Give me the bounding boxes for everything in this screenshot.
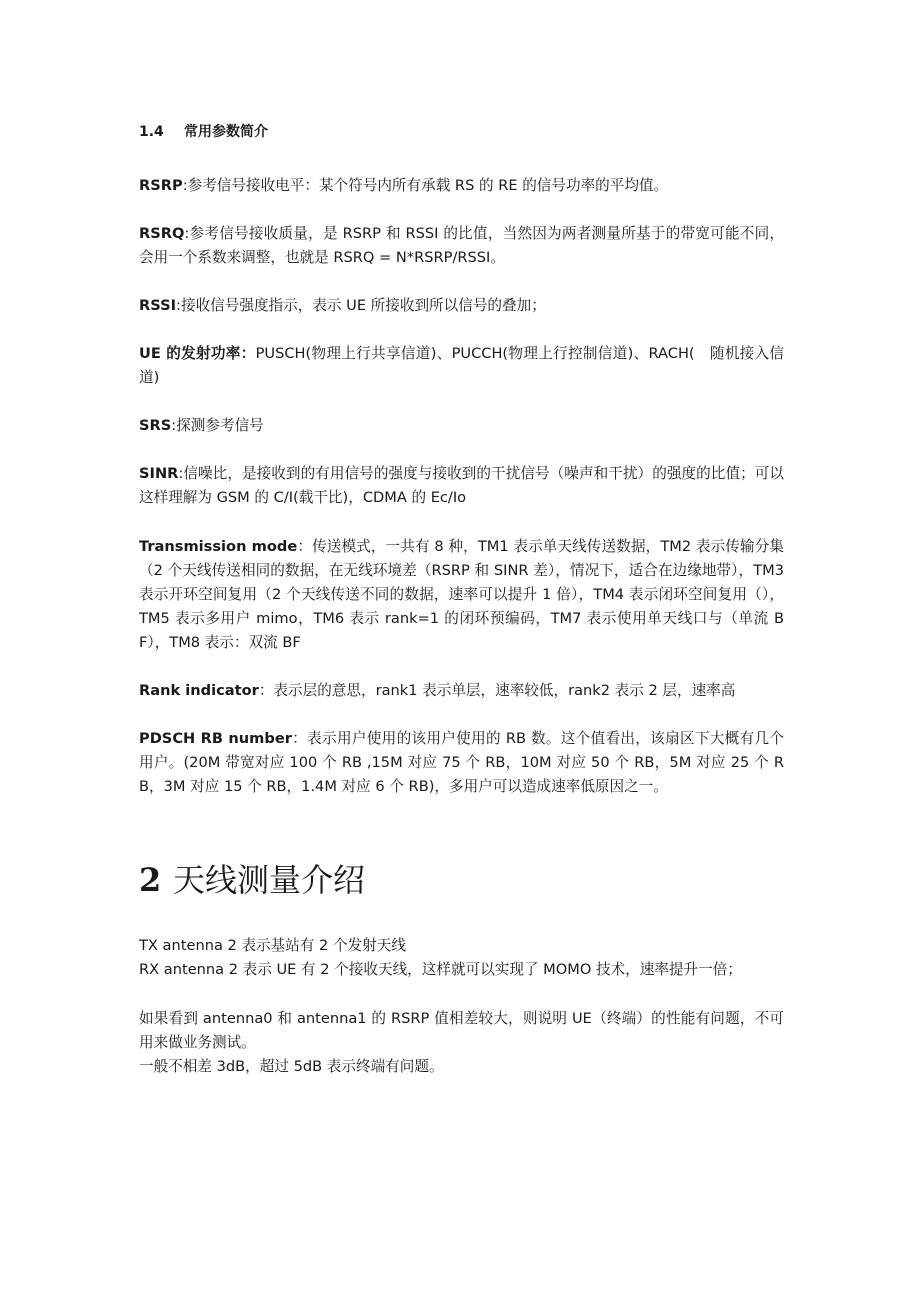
param-rssi: RSSI:接收信号强度指示，表示 UE 所接收到所以信号的叠加； (139, 297, 546, 314)
param-description: PUSCH(物理上行共享信道)、PUCCH(物理上行控制信道)、RACH( 随机接入信道) (139, 345, 785, 386)
param-rank-indicator: Rank indicator：表示层的意思，rank1 表示单层，速率较低，rank2 表示 2 层，速率高 (139, 682, 736, 699)
param-description: 信噪比，是接收到的有用信号的强度与接收到的干扰信号（噪声和干扰）的强度的比值；可以这样理解为 GSM 的 C/I(载干比)，CDMA 的 Ec/Io (139, 465, 784, 506)
param-description: 参考信号接收电平：某个符号内所有承载 RS 的 RE 的信号功率的平均值。 (187, 177, 669, 194)
param-ue-tx-power: UE 的发射功率：PUSCH(物理上行共享信道)、PUCCH(物理上行控制信道)、RACH( 随机接入信道) (139, 345, 785, 386)
param-term: SRS (139, 417, 172, 434)
param-term: SINR (139, 465, 179, 482)
section-number: 2 (139, 861, 162, 899)
param-term: UE 的发射功率 (139, 345, 241, 362)
param-description: 表示层的意思，rank1 表示单层，速率较低，rank2 表示 2 层，速率高 (273, 682, 736, 699)
param-term: RSSI (139, 297, 177, 314)
tx-antenna-line: TX antenna 2 表示基站有 2 个发射天线 (139, 937, 406, 954)
section-heading-2 (139, 858, 365, 902)
section-number: 1.4 (139, 124, 164, 140)
threshold-note: 一般不相差 3dB，超过 5dB 表示终端有问题。 (139, 1058, 444, 1075)
param-term: PDSCH RB number (139, 730, 292, 747)
section-title: 天线测量介绍 (173, 861, 366, 899)
param-srs: SRS:探测参考信号 (139, 417, 264, 434)
param-rsrq: RSRQ:参考信号接收质量，是 RSRP 和 RSSI 的比值，当然因为两者测量所基于的带宽可能不同，会用一个系数来调整，也就是 RSRQ = N*RSRP/RSSI。 (139, 225, 784, 266)
param-description: 传送模式，一共有 8 种，TM1 表示单天线传送数据，TM2 表示传输分集（2 个天线传送相同的数据，在无线环境差（RSRP 和 SINR 差），情况下，适合在边缘地带），TM3 表示开环空间复用（2 个天线传送不同的数据，速率可以提升 1 倍），TM4 表示闭环空间复用（），TM5 表示多用户 mimo，TM6 表示 rank=1 的闭环预编码，TM7 表示使用单天线口与（单流 BF），TM8 表示：双流 BF (139, 538, 784, 651)
param-transmission-mode: Transmission mode：传送模式，一共有 8 种，TM1 表示单天线传送数据，TM2 表示传输分集（2 个天线传送相同的数据，在无线环境差（RSRP 和 SINR 差），情况下，适合在边缘地带），TM3 表示开环空间复用（2 个天线传送不同的数据，速率可以提升 1 倍），TM4 表示闭环空间复用（），TM5 表示多用户 mimo，TM6 表示 rank=1 的闭环预编码，TM7 表示使用单天线口与（单流 BF），TM8 表示：双流 BF (139, 538, 784, 651)
param-pdsch-rb-number: PDSCH RB number：表示用户使用的该用户使用的 RB 数。这个值看出，该扇区下大概有几个用户。(20M 带宽对应 100 个 RB ,15M 对应 75 个 RB，10M 对应 50 个 RB，5M 对应 25 个 RB，3M 对应 15 个 RB，1.4M 对应 6 个 RB)，多用户可以造成速率低原因之一。 (139, 730, 784, 795)
rsrp-difference-note: 如果看到 antenna0 和 antenna1 的 RSRP 值相差较大，则说明 UE（终端）的性能有问题，不可用来做业务测试。 (139, 1010, 784, 1051)
param-term: Transmission mode (139, 538, 298, 555)
section-heading-1-4 (139, 122, 268, 142)
section-title: 常用参数简介 (184, 124, 268, 140)
param-term: RSRP (139, 177, 183, 194)
param-description: 接收信号强度指示，表示 UE 所接收到所以信号的叠加； (180, 297, 546, 314)
param-description: 参考信号接收质量，是 RSRP 和 RSSI 的比值，当然因为两者测量所基于的带宽可能不同，会用一个系数来调整，也就是 RSRQ = N*RSRP/RSSI。 (139, 225, 784, 266)
param-description: 探测参考信号 (176, 417, 264, 434)
rx-antenna-line: RX antenna 2 表示 UE 有 2 个接收天线，这样就可以实现了 MOMO 技术，速率提升一倍； (139, 961, 742, 978)
param-term: RSRQ (139, 225, 185, 242)
param-rsrp: RSRP:参考信号接收电平：某个符号内所有承载 RS 的 RE 的信号功率的平均值。 (139, 177, 669, 194)
param-sinr: SINR:信噪比，是接收到的有用信号的强度与接收到的干扰信号（噪声和干扰）的强度的比值；可以这样理解为 GSM 的 C/I(载干比)，CDMA 的 Ec/Io (139, 465, 784, 506)
param-description: 表示用户使用的该用户使用的 RB 数。这个值看出，该扇区下大概有几个用户。(20M 带宽对应 100 个 RB ,15M 对应 75 个 RB，10M 对应 50 个 RB，5M 对应 25 个 RB，3M 对应 15 个 RB，1.4M 对应 6 个 RB)，多用户可以造成速率低原因之一。 (139, 730, 784, 795)
param-term: Rank indicator (139, 682, 259, 699)
